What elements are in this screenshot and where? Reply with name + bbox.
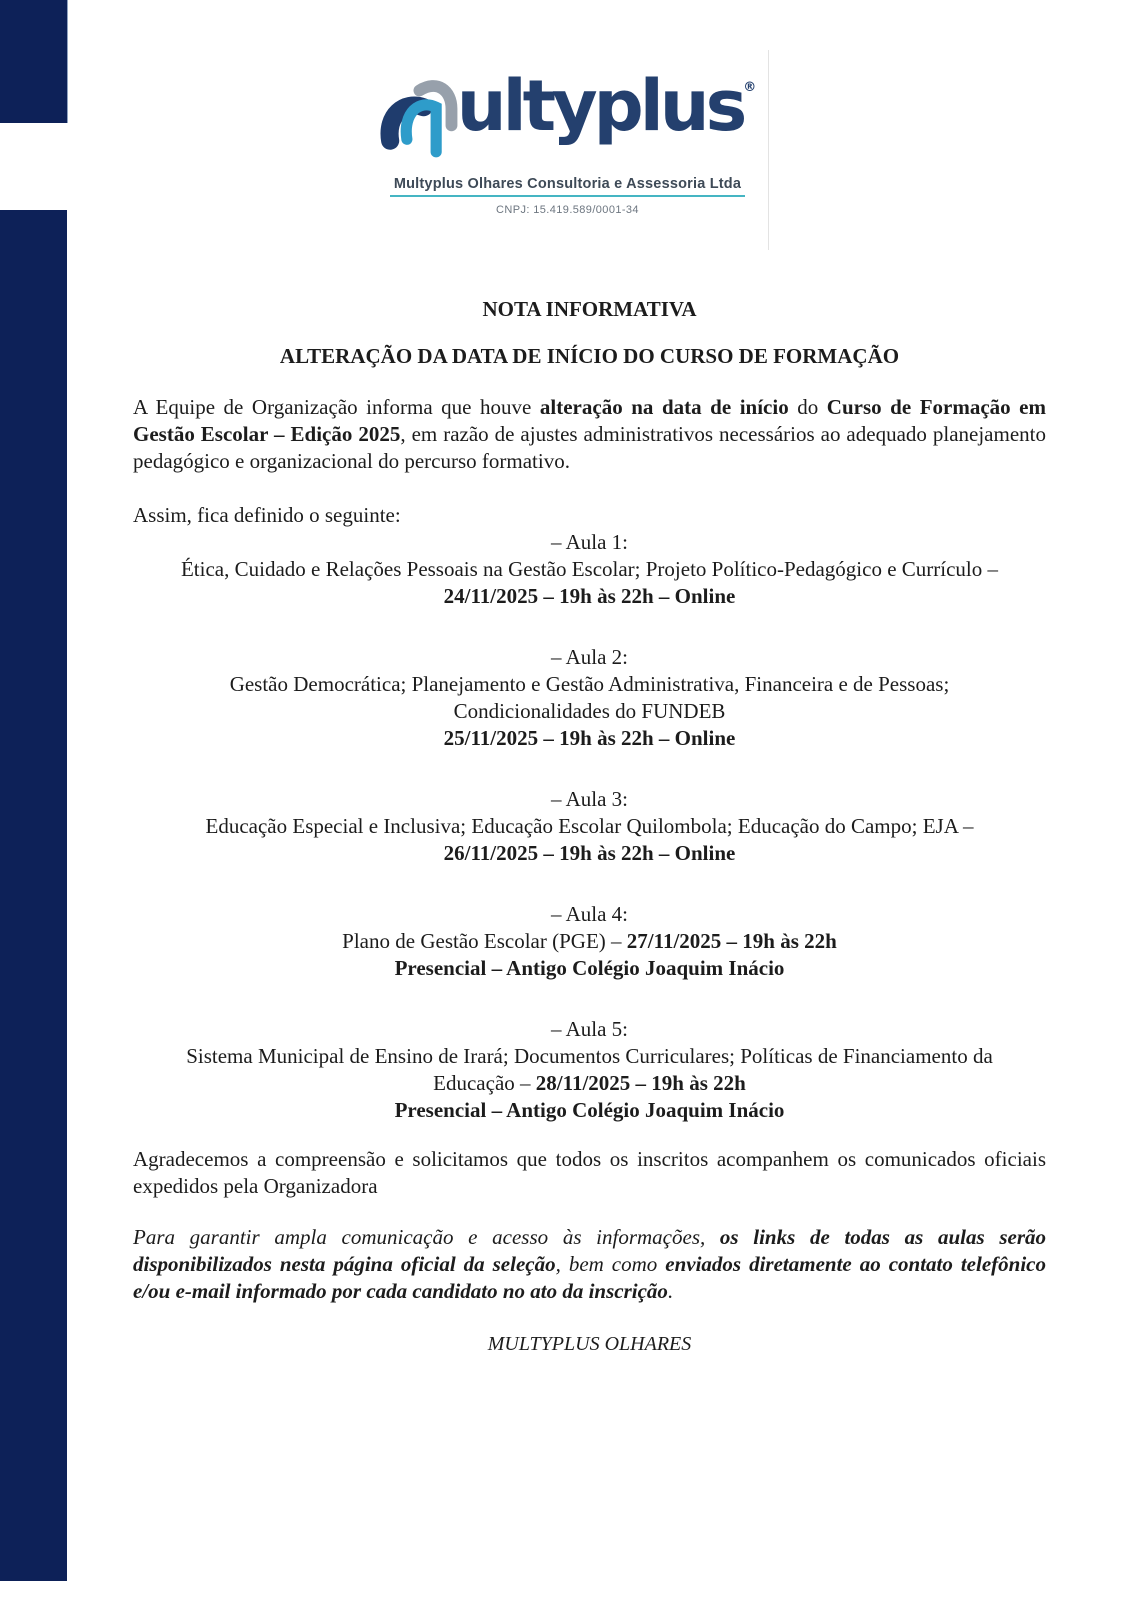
text-segment: 24/11/2025 – 19h às 22h – Online [443, 584, 736, 608]
text-segment: Educação – [433, 1071, 536, 1095]
company-name: Multyplus Olhares Consultoria e Assessoria Ltda [390, 176, 745, 197]
aula-5-block [133, 1016, 1046, 1124]
aula-5-line [133, 1043, 1046, 1070]
text-segment: Ética, Cuidado e Relações Pessoais na Gestão Escolar; Projeto Político-Pedagógico e Currículo – [180, 557, 999, 581]
aula-1-datetime [133, 583, 1046, 610]
aula-5-location [133, 1097, 1046, 1124]
text-segment: 26/11/2025 – 19h às 22h – Online [443, 841, 736, 865]
text-segment: Curso de Formação em Gestão Escolar – Edição 2025 [133, 395, 1047, 446]
aula-2-heading: – Aula 2: [551, 645, 628, 669]
intro-paragraph [133, 394, 1046, 475]
signature-line: MULTYPLUS OLHARES [487, 1333, 692, 1355]
text-segment: Presencial – Antigo Colégio Joaquim Inácio [394, 956, 785, 980]
aula-3-line [133, 813, 1046, 840]
text-segment: Condicionalidades do FUNDEB [453, 699, 726, 723]
text-segment: 28/11/2025 – 19h às 22h [535, 1071, 746, 1095]
document-body [133, 296, 1046, 1358]
aula-5-heading: – Aula 5: [551, 1017, 628, 1041]
aula-2-line [133, 671, 1046, 698]
company-logo-block [367, 50, 769, 250]
aula-1-heading: – Aula 1: [551, 530, 628, 554]
text-segment: A Equipe de Organização informa que houve [133, 395, 540, 419]
registered-trademark-icon: ® [743, 80, 757, 95]
aula-4-line [133, 928, 1046, 955]
thanks-paragraph: Agradecemos a compreensão e solicitamos que todos os inscritos acompanhem os comunicados oficiais expedidos pela Organizadora [133, 1147, 1046, 1198]
aula-2-line [133, 698, 1046, 725]
text-segment: 25/11/2025 – 19h às 22h – Online [443, 726, 736, 750]
text-segment: enviados diretamente ao contato telefônico e/ou e-mail informado por cada candidato no ato da inscrição [133, 1252, 1046, 1303]
aula-4-location [133, 955, 1046, 982]
text-segment: do [788, 395, 827, 419]
text-segment: Para garantir ampla comunicação e acesso às informações, [133, 1225, 720, 1249]
text-segment: alteração na data de início [539, 395, 789, 419]
document-title: NOTA INFORMATIVA [482, 297, 697, 321]
aula-3-heading: – Aula 3: [551, 787, 628, 811]
text-segment: . [667, 1279, 674, 1303]
text-segment: Sistema Municipal de Ensino de Irará; Documentos Curriculares; Políticas de Financiamento da [186, 1044, 993, 1068]
text-segment: , bem como [555, 1252, 666, 1276]
aula-5-datetime [133, 1070, 1046, 1097]
aula-1-line [133, 556, 1046, 583]
text-segment: Educação Especial e Inclusiva; Educação Escolar Quilombola; Educação do Campo; EJA – [205, 814, 974, 838]
definition-lead-line: Assim, fica definido o seguinte: [133, 503, 401, 527]
left-accent-bar-main [0, 210, 67, 1581]
text-segment: Presencial – Antigo Colégio Joaquim Inácio [394, 1098, 785, 1122]
company-cnpj: CNPJ: 15.419.589/0001-34 [496, 204, 639, 216]
closing-paragraph [133, 1224, 1046, 1305]
text-segment: Gestão Democrática; Planejamento e Gestão Administrativa, Financeira e de Pessoas; [229, 672, 950, 696]
aula-2-block [133, 644, 1046, 752]
aula-4-heading: – Aula 4: [551, 902, 628, 926]
aula-3-block [133, 786, 1046, 867]
aula-1-block [133, 529, 1046, 610]
logo-wordmark [457, 58, 757, 154]
text-segment: , em razão de ajustes administrativos necessários ao adequado planejamento pedagógico e organizacional do percurso formativo. [133, 422, 1046, 473]
text-segment: os links de todas as aulas serão disponibilizados nesta página oficial da seleção [133, 1225, 1047, 1276]
logo-wordmark-text: ultyplus [456, 65, 744, 147]
aula-3-datetime [133, 840, 1046, 867]
aula-2-datetime [133, 725, 1046, 752]
document-subtitle: ALTERAÇÃO DA DATA DE INÍCIO DO CURSO DE FORMAÇÃO [279, 344, 900, 368]
left-accent-bar-top [0, 0, 68, 123]
aula-4-block [133, 901, 1046, 982]
logo-row [379, 58, 757, 170]
text-segment: 27/11/2025 – 19h às 22h [626, 929, 837, 953]
text-segment: Plano de Gestão Escolar (PGE) – [342, 929, 627, 953]
